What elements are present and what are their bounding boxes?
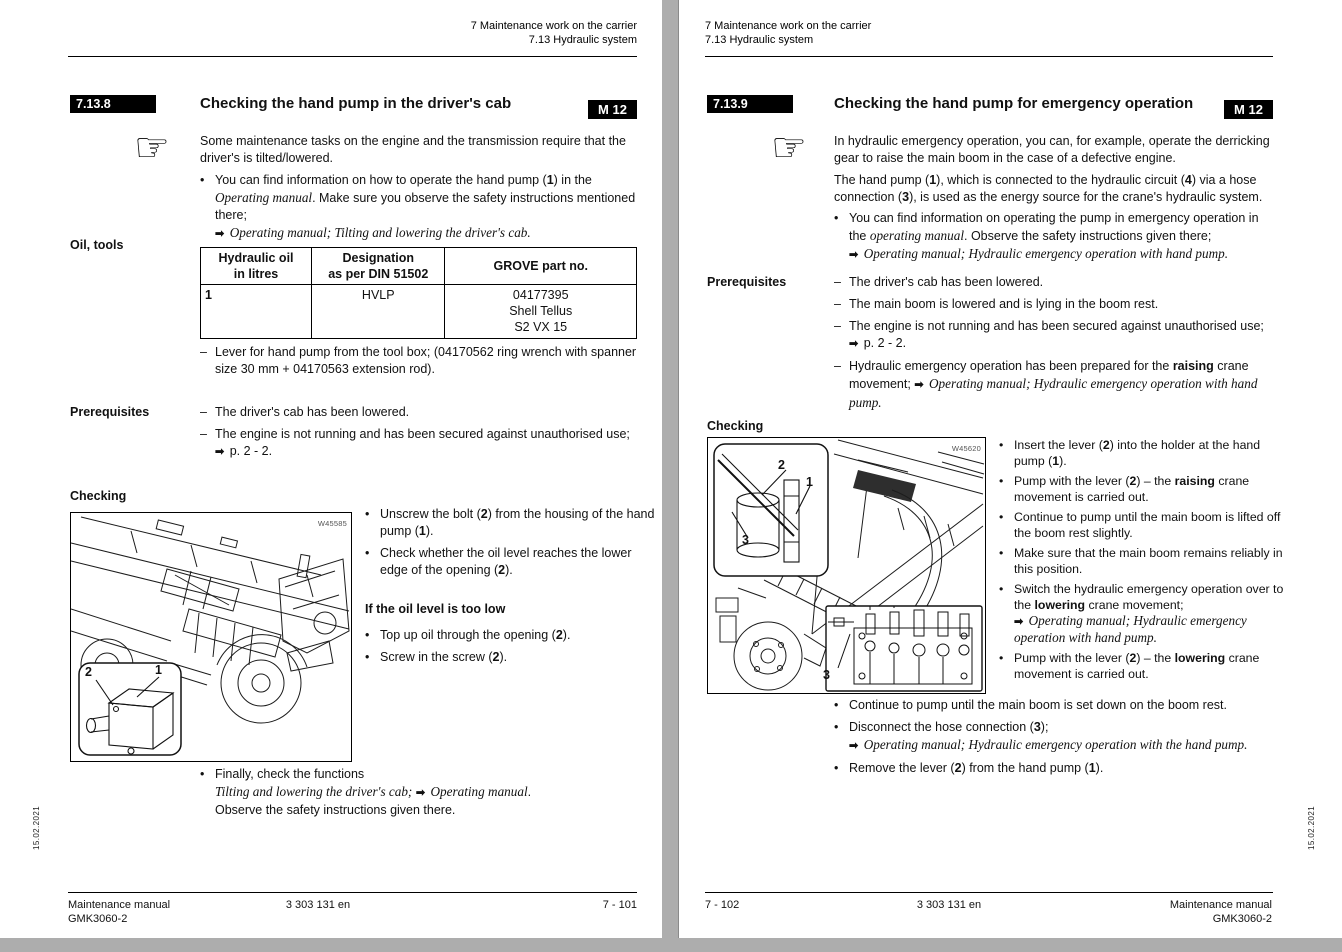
list-item: – Lever for hand pump from the tool box; (04170562 ring wrench with spanner size 30 mm + 04170563 extension rod). — [200, 345, 637, 376]
cell-part-no: 04177395 Shell Tellus S2 VX 15 — [445, 285, 637, 339]
dash-marker: – — [834, 275, 841, 289]
prerequisite-item: – Hydraulic emergency operation has been prepared for the raising crane movement; ➡ Operating manual; Hydraulic emergency operation with hand pump. — [834, 359, 1258, 410]
cross-reference-arrow-icon: ➡ — [1014, 616, 1023, 628]
bullet-marker: • — [834, 211, 839, 225]
figure-callout-2: 2 — [85, 665, 92, 679]
footer-rule — [705, 892, 1273, 893]
figure-illustration — [71, 513, 351, 761]
checking-label: Checking — [707, 419, 764, 433]
cross-reference-arrow-icon: ➡ — [849, 338, 858, 350]
step-item: • Disconnect the hose connection (3); ➡ Operating manual; Hydraulic emergency operation with the hand pump. — [834, 719, 1282, 755]
footer-page-number: 7 - 101 — [602, 899, 637, 911]
note-paragraph-1: In hydraulic emergency operation, you can, for example, operate the derricking gear to raise the main boom in the case of a defective engine. — [834, 134, 1270, 165]
prerequisite-item: – The engine is not running and has been secured against unauthorised use; ➡ p. 2 - 2. — [200, 426, 640, 461]
dash-marker: – — [834, 359, 841, 373]
step-item: • Switch the hydraulic emergency operation over to the lowering crane movement; ➡ Operating manual; Hydraulic emergency operation with hand pump. — [999, 582, 1284, 645]
checking-steps-full — [834, 697, 1282, 782]
revision-date: 15.02.2021 — [1307, 805, 1316, 850]
manual-page-left — [0, 0, 662, 938]
footer-doc-number: 3 303 131 en — [916, 899, 982, 911]
figure-ref: W45620 — [951, 444, 981, 453]
figure-illustration — [708, 438, 985, 693]
step-item: • Insert the lever (2) into the holder at the hand pump (1). — [999, 438, 1261, 468]
tool-item-list — [200, 344, 640, 383]
footer-rule — [68, 892, 637, 893]
figure-callout-3: 3 — [742, 533, 749, 547]
table-row — [201, 285, 637, 339]
column-header: Hydraulic oil in litres — [201, 248, 312, 285]
step-item: • Check whether the oil level reaches the lower edge of the opening (2). — [365, 546, 632, 577]
cross-reference-arrow-icon: ➡ — [215, 228, 224, 240]
section-title: Checking the hand pump in the driver's cab — [200, 95, 512, 112]
step-item: • Unscrew the bolt (2) from the housing of the hand pump (1). — [365, 507, 655, 538]
final-step — [200, 766, 645, 824]
footer-doc-number: 3 303 131 en — [285, 899, 351, 911]
column-header: GROVE part no. — [445, 248, 637, 285]
low-oil-heading: If the oil level is too low — [365, 602, 506, 616]
bullet-marker: • — [834, 698, 839, 712]
dash-marker: – — [200, 345, 207, 359]
footer-page-number: 7 - 102 — [705, 899, 740, 911]
step-item: • Remove the lever (2) from the hand pump (1). — [834, 761, 1104, 775]
prerequisites-label: Prerequisites — [70, 405, 150, 419]
figure-ref: W45585 — [317, 519, 347, 528]
bullet-marker: • — [834, 761, 839, 775]
checking-steps — [365, 506, 657, 671]
bullet-marker: • — [999, 546, 1004, 560]
figure-hand-pump-emergency — [707, 437, 986, 694]
revision-date: 15.02.2021 — [32, 805, 41, 850]
prerequisite-item: – The main boom is lowered and is lying in the boom rest. — [834, 297, 1159, 311]
step-item: • Top up oil through the opening (2). — [365, 628, 571, 642]
bullet-marker: • — [365, 628, 370, 642]
step-item: • Continue to pump until the main boom is set down on the boom rest. — [834, 698, 1227, 712]
manual-page-right — [679, 0, 1342, 938]
checking-label: Checking — [70, 489, 127, 503]
dash-marker: – — [200, 405, 207, 419]
cross-reference-arrow-icon: ➡ — [215, 446, 224, 458]
bullet-marker: • — [200, 173, 205, 187]
figure-callout-1: 1 — [155, 663, 162, 677]
step-item: • Screw in the screw (2). — [365, 650, 508, 664]
step-item: • Continue to pump until the main boom is lifted off the boom rest slightly. — [999, 510, 1281, 540]
cross-reference-arrow-icon: ➡ — [914, 379, 923, 391]
pointing-hand-icon: ☞ — [771, 125, 807, 171]
prerequisites-list — [200, 404, 640, 466]
dash-marker: – — [834, 319, 841, 333]
section-title: Checking the hand pump for emergency operation — [834, 95, 1194, 112]
running-header — [705, 19, 871, 47]
prerequisites-label: Prerequisites — [707, 275, 787, 289]
list-item: • You can find information on how to operate the hand pump (1) in the Operating manual. Make sure you observe the safety instructions mentioned there; ➡ Operating manual; Tilting and lowering the driver's cab. — [200, 172, 640, 243]
list-item: • You can find information on operating the pump in emergency operation in the operating manual. Observe the safety instructions given there; ➡ Operating manual; Hydraulic emergency operation with hand pump. — [834, 210, 1276, 264]
running-header-line2: 7.13 Hydraulic system — [528, 34, 637, 46]
oil-table — [200, 247, 637, 339]
figure-callout-2: 2 — [778, 458, 785, 472]
header-rule — [68, 56, 637, 57]
step-item: • Pump with the lever (2) – the raising crane movement is carried out. — [999, 474, 1250, 504]
running-header-line1: 7 Maintenance work on the carrier — [705, 20, 872, 32]
pointing-hand-icon: ☞ — [134, 125, 170, 171]
column-header: Designation as per DIN 51502 — [312, 248, 445, 285]
running-header — [471, 19, 637, 47]
bullet-marker: • — [834, 720, 839, 734]
step-item: • Finally, check the functions Tilting and lowering the driver's cab; ➡ Operating manual. Observe the safety instructions given there. — [200, 767, 532, 817]
figure-hand-pump-cab — [70, 512, 352, 762]
checking-steps-side — [999, 437, 1291, 686]
running-header-line1: 7 Maintenance work on the carrier — [470, 20, 637, 32]
bullet-marker: • — [999, 474, 1004, 488]
cell-litres: 1 — [201, 285, 312, 339]
dash-marker: – — [834, 297, 841, 311]
prerequisite-item: – The driver's cab has been lowered. — [200, 405, 410, 419]
table-header-row — [201, 248, 637, 285]
prerequisite-item: – The engine is not running and has been secured against unauthorised use; ➡ p. 2 - 2. — [834, 318, 1279, 353]
intro-bullet-list — [200, 172, 640, 248]
footer-left: Maintenance manual GMK3060-2 — [68, 899, 171, 925]
note-paragraph-2: The hand pump (1), which is connected to the hydraulic circuit (4) via a hose connection (3), is used as the energy source for the crane's hydraulic system. — [834, 173, 1263, 204]
bullet-marker: • — [365, 650, 370, 664]
bullet-marker: • — [365, 546, 370, 560]
figure-callout-3b: 3 — [823, 668, 830, 682]
cross-reference-arrow-icon: ➡ — [849, 249, 858, 261]
running-header-line2: 7.13 Hydraulic system — [705, 34, 814, 46]
cross-reference-arrow-icon: ➡ — [415, 787, 425, 799]
bullet-marker: • — [999, 651, 1004, 665]
maintenance-interval-badge: M 12 — [588, 100, 637, 119]
bullet-marker: • — [999, 438, 1004, 452]
bullet-marker: • — [200, 767, 205, 781]
bullet-marker: • — [999, 582, 1004, 596]
footer-right: Maintenance manual GMK3060-2 — [1169, 899, 1272, 925]
prerequisites-list — [834, 274, 1279, 417]
step-item: • Make sure that the main boom remains reliably in this position. — [999, 546, 1283, 576]
note-paragraph: Some maintenance tasks on the engine and the transmission require that the driver's is tilted/lowered. — [200, 134, 626, 165]
dash-marker: – — [200, 427, 207, 441]
cell-designation: HVLP — [312, 285, 445, 339]
prerequisite-item: – The driver's cab has been lowered. — [834, 275, 1044, 289]
figure-callout-1: 1 — [806, 475, 813, 489]
oil-tools-label: Oil, tools — [70, 238, 124, 252]
intro-bullet-list — [834, 210, 1276, 269]
header-rule — [705, 56, 1273, 57]
section-number: 7.13.8 — [70, 95, 156, 113]
section-number: 7.13.9 — [707, 95, 793, 113]
bullet-marker: • — [999, 510, 1004, 524]
step-item: • Pump with the lever (2) – the lowering crane movement is carried out. — [999, 651, 1260, 681]
bullet-marker: • — [365, 507, 370, 521]
maintenance-interval-badge: M 12 — [1224, 100, 1273, 119]
cross-reference-arrow-icon: ➡ — [849, 740, 858, 752]
